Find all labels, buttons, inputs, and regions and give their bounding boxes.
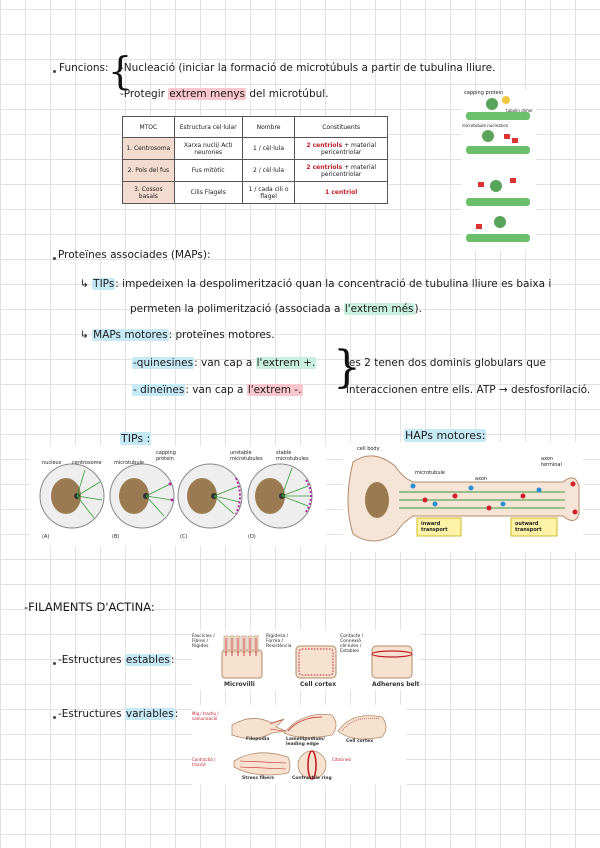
kinesins-text: : van cap a: [194, 357, 253, 369]
constituent-highlight: 2 centriols: [306, 163, 343, 171]
stable-note: Fascicles / Fibres / Rígides: [192, 634, 215, 649]
panel-label: (C): [180, 534, 188, 540]
variable-actin-figure: [192, 705, 406, 785]
motors-label: MAPs motores: [93, 329, 168, 341]
brace-note-1: les 2 tenen dos dominis globulars que: [346, 357, 546, 369]
constituent-rest: + material pericentriolar: [320, 141, 377, 156]
tips-label-centrosome: centrosome: [72, 460, 102, 466]
bullet: [53, 257, 56, 260]
tips-figure: [30, 446, 326, 546]
stable-note: Rígidesa / Forma / Resistència: [266, 634, 292, 649]
figure-tips-title: [120, 432, 151, 445]
tubulin-ring-2: [466, 130, 530, 154]
stable-structures-line: [58, 654, 174, 666]
constituent-rest: + material pericentriolar: [320, 163, 377, 178]
table-row: [123, 138, 388, 160]
nucleus-shape: [365, 482, 389, 518]
figure-maps-title: [404, 429, 486, 442]
functions-item-1: -Nucleació (iniciar la formació de microtúbuls a partir de tubulina lliure.: [120, 62, 496, 74]
stress-fibers-shape: [234, 753, 290, 775]
table-cell-constituents: [295, 182, 388, 204]
maps-label-axon: axon: [475, 476, 488, 482]
variable-colon: :: [174, 708, 179, 720]
tips-highlight: l'extrem més: [344, 303, 414, 315]
maps-label-cell-body: cell body: [357, 446, 380, 452]
constituent-highlight: 2 centriols: [306, 141, 343, 149]
table-cell-constituents: [295, 160, 388, 182]
maps-label-microtubule: microtubule: [415, 470, 445, 476]
motors-line: [80, 329, 275, 341]
stable-actin-figure: [192, 630, 420, 690]
table-cell-structure: Xarxa nucli/ Acti neurones: [174, 138, 242, 160]
motors-text: : proteïnes motores.: [168, 329, 275, 341]
figure-maps-title-text: HAPs motores:: [405, 429, 486, 442]
table-header: Nombre: [242, 117, 295, 138]
bullet: [53, 662, 56, 665]
tips-cell-a: [40, 464, 104, 528]
maps-label-axon-terminal: axon terminal: [541, 456, 562, 468]
caption-contractile-ring: Contractile ring: [292, 776, 332, 781]
panel-label: (B): [112, 534, 120, 540]
tips-label-unstable: unstable microtubules: [230, 450, 263, 462]
table-cell-constituents: [295, 138, 388, 160]
bullet: [53, 716, 56, 719]
tips-label-microtubule: microtubule: [114, 460, 144, 466]
variable-cortex-shape: [338, 716, 386, 739]
caption-cell-cortex: Cell cortex: [300, 681, 337, 688]
cell-cortex-shape: [296, 646, 336, 678]
tips-label: TIPs: [93, 278, 115, 290]
table-cell-structure: Fus mitòtic: [174, 160, 242, 182]
stable-label: -Estructures: [58, 654, 122, 666]
bullet: [53, 70, 56, 73]
tips-line: [80, 278, 551, 290]
panel-label: (D): [248, 534, 256, 540]
variable-note: Contractió / tracció: [192, 757, 216, 767]
table-cell-mtoc: 2. Pols del fus: [123, 160, 175, 182]
tips-text-2: permeten la polimerització (associada a: [130, 303, 341, 315]
table-header: Estructura cel·lular: [174, 117, 242, 138]
stable-note: Contacte / Connexió cèl·lules / Estables: [340, 634, 364, 654]
dyneins-line: [132, 384, 303, 396]
arrow-icon: ↳: [80, 278, 89, 290]
tubulin-ring-3: [466, 178, 530, 206]
side-label: capping protein: [464, 90, 504, 96]
nucleation-figure: [462, 90, 536, 250]
maps-label-inward: inward transport: [421, 521, 448, 533]
tips-cell-b: [110, 464, 174, 528]
tips-text: : impedeixen la despolimerització quan la concentració de tubulina lliure es baixa i: [115, 278, 552, 290]
dyneins-text: : van cap a: [185, 384, 244, 396]
functions-brace: {: [108, 49, 133, 93]
functions-item-2-pre: -Protegir: [120, 88, 165, 100]
caption-adherens-belt: Adherens belt: [372, 681, 420, 688]
side-label: microtubule nucleation: [462, 123, 509, 128]
table-row: [123, 160, 388, 182]
brace-note-2: interaccionen entre ells. ATP → desfosforilació.: [346, 384, 591, 396]
motors-brace: }: [333, 342, 361, 393]
variable-note: Mig / tractiu / comunicació: [192, 711, 219, 721]
tips-cell-c: [178, 464, 242, 528]
kinesins-label: -quinesines: [133, 357, 194, 369]
tips-cell-d: [248, 464, 312, 528]
dyneins-label: - dineïnes: [133, 384, 185, 396]
tips-label-capping: capping protein: [156, 450, 176, 462]
nucleation-illustration: [462, 90, 536, 250]
tips-label-nucleus: nucleus: [42, 460, 62, 466]
panel-label: (A): [42, 534, 50, 540]
caption-filopodia: Filopodia: [246, 737, 270, 742]
adherens-belt-shape: [372, 646, 412, 678]
lamellipodium-shape: [284, 714, 336, 737]
caption-lamellipodium: Lamellipodium/ leading edge: [286, 737, 325, 747]
table-header-row: [123, 117, 388, 138]
caption-stress-fibers: Stress fibers: [242, 776, 275, 781]
side-label: tubulin dimer: [506, 108, 533, 113]
table-header: MTOC: [123, 117, 175, 138]
table-cell-mtoc: 1. Centrosoma: [123, 138, 175, 160]
maps-label-outward: outward transport: [515, 521, 542, 533]
table-cell-number: 1 / cada cili o flagel: [242, 182, 295, 204]
variable-highlight: variables: [125, 708, 174, 720]
tubulin-ring-4: [466, 216, 530, 242]
table-cell-structure: Cilis Flagels: [174, 182, 242, 204]
variable-note: Citocinesi: [332, 757, 352, 762]
maps-heading: Proteïnes associades (MAPs):: [58, 249, 211, 261]
actin-heading: -FILAMENTS D'ACTINA:: [24, 600, 155, 614]
constituent-highlight: 1 centriol: [325, 189, 358, 196]
functions-item-2-highlight: extrem menys: [169, 88, 246, 100]
figure-tips-title-text: TIPs :: [121, 432, 151, 445]
kinesins-highlight: l'extrem +.: [256, 357, 316, 369]
stable-colon: :: [170, 654, 175, 666]
caption-microvilli: Microvilli: [224, 681, 255, 688]
arrow-icon: ↳: [80, 329, 89, 341]
caption-variable-cortex: Cell cortex: [346, 739, 374, 744]
tips-line-2: [130, 303, 422, 315]
functions-item-2-post: del microtúbul.: [249, 88, 329, 100]
table-cell-number: 1 / cèl·lula: [242, 138, 295, 160]
maps-figure: [343, 442, 583, 552]
tips-text-end: ).: [414, 303, 422, 315]
table-cell-number: 2 / cèl·lula: [242, 160, 295, 182]
dyneins-highlight: l'extrem -.: [247, 384, 302, 396]
microvilli-shape: [222, 636, 262, 678]
table-row: [123, 182, 388, 204]
variable-label: -Estructures: [58, 708, 122, 720]
contractile-ring-shape: [298, 751, 326, 779]
mtoc-table: [122, 116, 388, 204]
stable-highlight: estables: [125, 654, 170, 666]
tips-label-stable: stable microtubules: [276, 450, 309, 462]
variable-structures-line: [58, 708, 178, 720]
functions-item-2: [120, 88, 329, 100]
filopodia-shape: [232, 718, 286, 738]
table-header: Constituents: [295, 117, 388, 138]
kinesins-line: [132, 357, 316, 369]
functions-label: Funcions:: [59, 62, 109, 74]
table-cell-mtoc: 3. Cossos basals: [123, 182, 175, 204]
